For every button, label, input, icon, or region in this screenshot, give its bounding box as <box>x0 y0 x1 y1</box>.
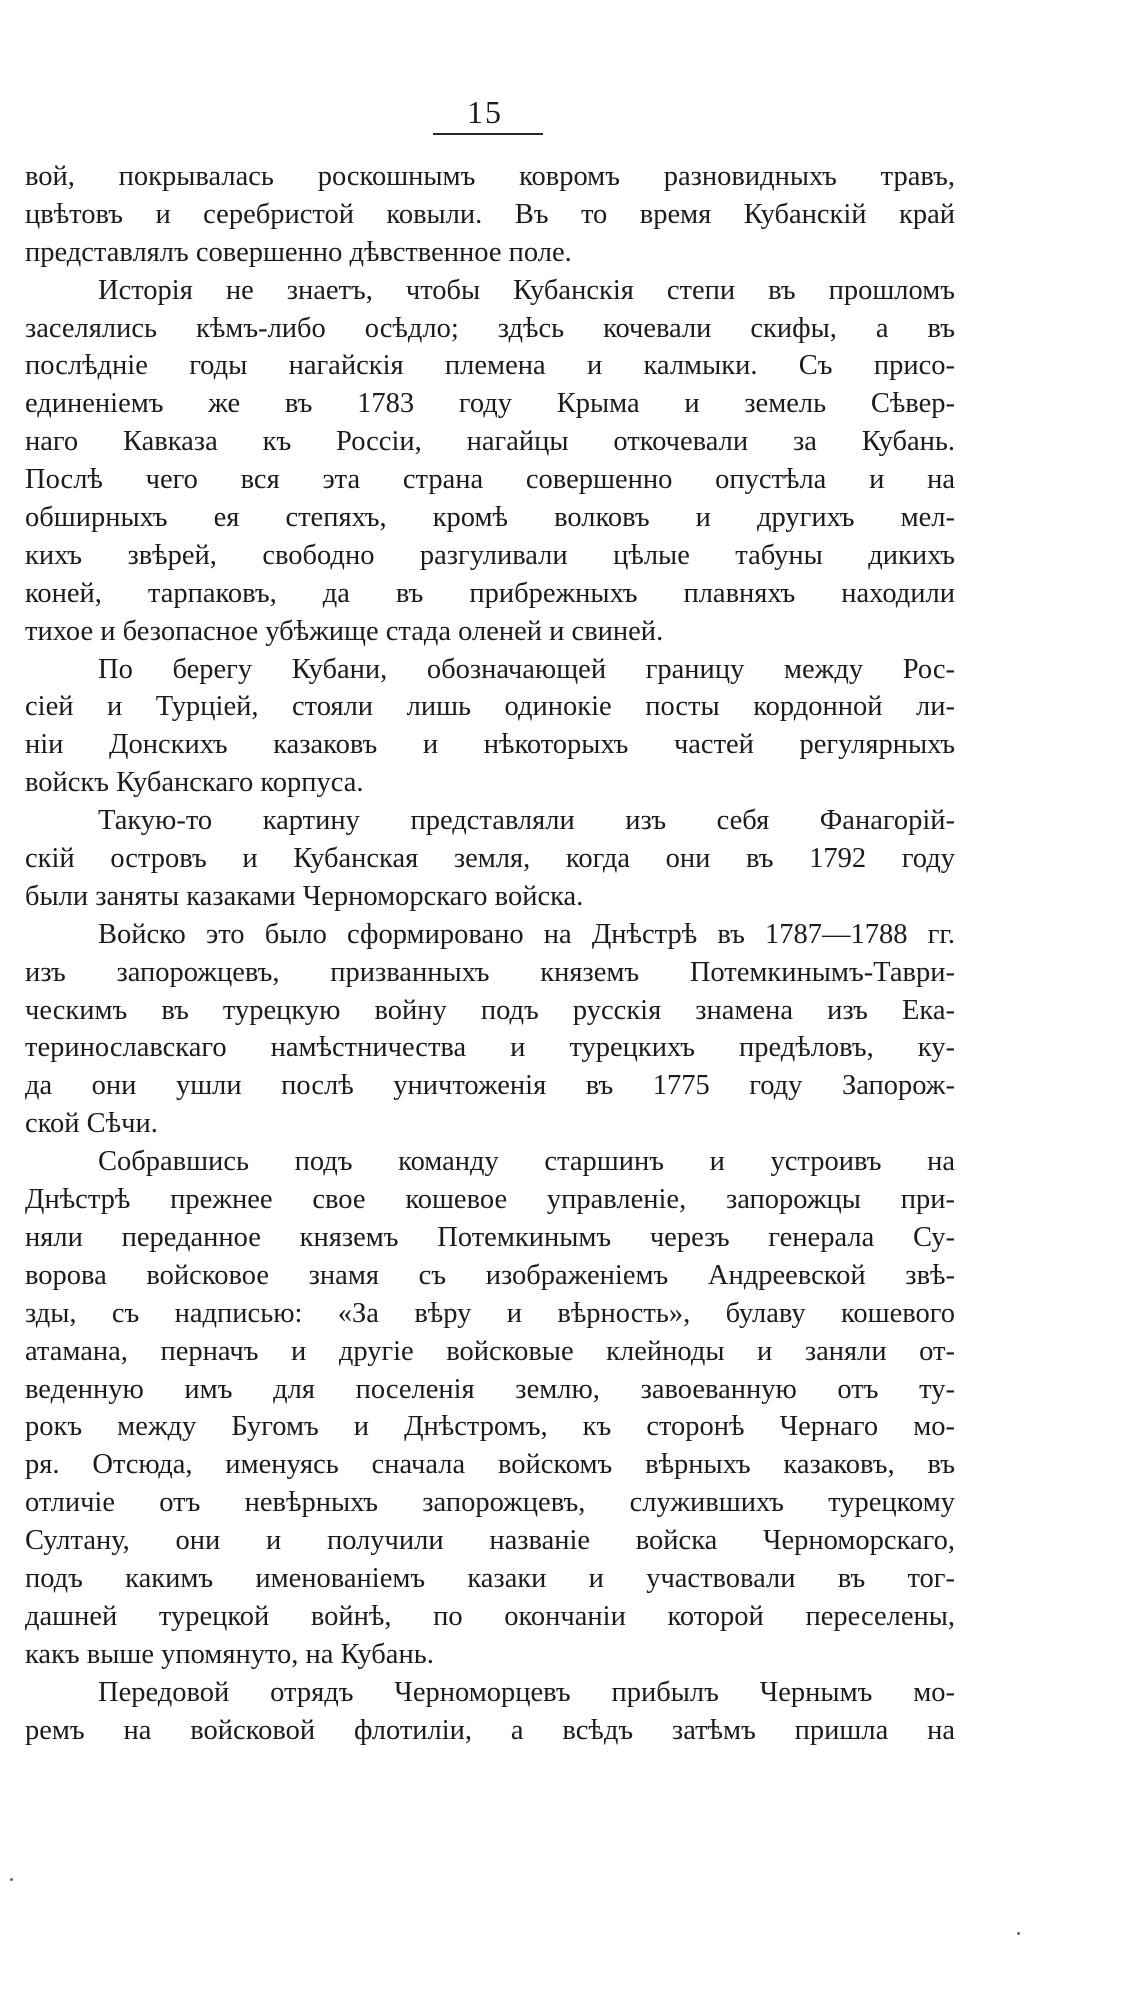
text-line: ремъ на войсковой флотиліи, а всѣдъ затѣмъ пришла на <box>25 1714 955 1746</box>
text-line: ворова войсковое знамя съ изображеніемъ Андреевской звѣ- <box>25 1259 955 1291</box>
text-line: няли переданное княземъ Потемкинымъ черезъ генерала Су- <box>25 1221 955 1253</box>
text-line: Послѣ чего вся эта страна совершенно опустѣла и на <box>25 464 955 496</box>
page-number-rule <box>433 133 543 135</box>
text-line: Войско это было сформировано на Днѣстрѣ въ 1787—1788 гг. <box>98 918 955 950</box>
text-line: кихъ звѣрей, свободно разгуливали цѣлые табуны дикихъ <box>25 539 955 571</box>
text-line: обширныхъ ея степяхъ, кромѣ волковъ и другихъ мел- <box>25 502 955 534</box>
paper-speck <box>1017 1932 1020 1935</box>
text-line: По берегу Кубани, обозначающей границу между Рос- <box>98 653 955 685</box>
text-line: тихое и безопасное убѣжище стада оленей и свиней. <box>25 615 664 647</box>
text-line: дашней турецкой войнѣ, по окончаніи которой переселены, <box>25 1600 955 1632</box>
paper-speck <box>10 1878 13 1881</box>
text-line: ря. Отсюда, именуясь сначала войскомъ вѣрныхъ казаковъ, въ <box>25 1449 955 1481</box>
text-line: цвѣтовъ и серебристой ковыли. Въ то время Кубанскій край <box>25 198 955 230</box>
text-line: да они ушли послѣ уничтоженія въ 1775 году Запорож- <box>25 1070 955 1102</box>
text-line: коней, тарпаковъ, да въ прибрежныхъ плавняхъ находили <box>25 577 955 609</box>
text-line: Султану, они и получили названіе войска Черноморскаго, <box>25 1525 955 1557</box>
text-line: теринославскаго намѣстничества и турецкихъ предѣловъ, ку- <box>25 1032 955 1064</box>
text-line: какъ выше упомянуто, на Кубань. <box>25 1638 434 1670</box>
body-text <box>25 158 955 1749</box>
text-line: послѣдніе годы нагайскія племена и калмыки. Съ присо- <box>25 350 955 382</box>
text-line: отличіе отъ невѣрныхъ запорожцевъ, служившихъ турецкому <box>25 1487 955 1519</box>
text-line: ніи Донскихъ казаковъ и нѣкоторыхъ частей регулярныхъ <box>25 729 955 761</box>
text-line: подъ какимъ именованіемъ казаки и участвовали въ тог- <box>25 1562 955 1594</box>
text-line: заселялись кѣмъ-либо осѣдло; здѣсь кочевали скифы, а въ <box>25 312 955 344</box>
text-line: ской Сѣчи. <box>25 1108 158 1140</box>
text-line: Днѣстрѣ прежнее свое кошевое управленіе, запорожцы при- <box>25 1184 955 1216</box>
text-line: войскъ Кубанскаго корпуса. <box>25 767 364 799</box>
text-line: скій островъ и Кубанская земля, когда они въ 1792 году <box>25 843 955 875</box>
text-line: вой, покрывалась роскошнымъ ковромъ разновидныхъ травъ, <box>25 161 955 192</box>
text-line: зды, съ надписью: «За вѣру и вѣрность», булаву кошевого <box>25 1297 955 1329</box>
text-line: единеніемъ же въ 1783 году Крыма и земель Сѣвер- <box>25 388 955 420</box>
text-line: Передовой отрядъ Черноморцевъ прибылъ Чернымъ мо- <box>98 1676 955 1708</box>
text-line: сіей и Турціей, стояли лишь одинокіе посты кордонной ли- <box>25 691 955 723</box>
page-number: 15 <box>467 94 503 130</box>
text-line: Такую-то картину представляли изъ себя Фанагорій- <box>98 805 955 837</box>
text-line: представлялъ совершенно дѣвственное поле. <box>25 236 572 268</box>
text-line: рокъ между Бугомъ и Днѣстромъ, къ сторонѣ Чернаго мо- <box>25 1411 955 1443</box>
text-line: веденную имъ для поселенія землю, завоеванную отъ ту- <box>25 1373 955 1405</box>
text-line: атамана, перначъ и другіе войсковые клейноды и заняли от- <box>25 1335 955 1367</box>
text-line: наго Кавказа къ Россіи, нагайцы откочевали за Кубань. <box>25 426 955 458</box>
text-line: изъ запорожцевъ, призванныхъ княземъ Потемкинымъ-Таври- <box>25 956 955 988</box>
text-line: ческимъ въ турецкую войну подъ русскія знамена изъ Ека- <box>25 994 955 1026</box>
text-line: Исторія не знаетъ, чтобы Кубанскія степи въ прошломъ <box>98 274 955 306</box>
text-line: Собравшись подъ команду старшинъ и устроивъ на <box>98 1146 955 1178</box>
text-line: были заняты казаками Черноморскаго войска. <box>25 880 584 912</box>
